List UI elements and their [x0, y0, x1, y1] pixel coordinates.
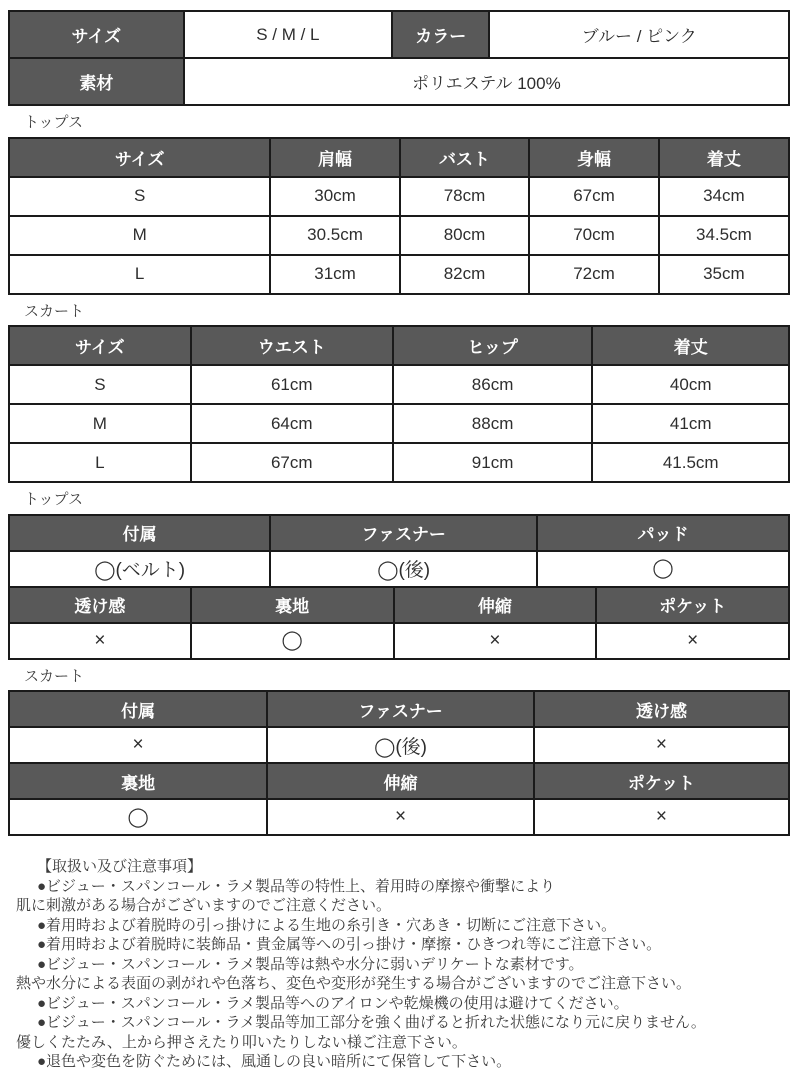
- value-cell: 86cm: [393, 365, 593, 404]
- table-row: [9, 255, 789, 294]
- table-row: [9, 177, 789, 216]
- material-label-cell: 素材: [9, 58, 184, 105]
- col-header: ポケット: [596, 587, 789, 623]
- note-line-continuation: 熱や水分による表面の剥がれや色落ち、変色や変形が発生する場合がございますのでご注意下さい。: [16, 975, 692, 992]
- tops-details-label: トップス: [24, 491, 83, 508]
- value-cell: 67cm: [191, 443, 393, 482]
- size-cell: L: [9, 255, 270, 294]
- table-row: [9, 623, 789, 659]
- feature-value-cell: ◯: [191, 623, 394, 659]
- value-cell: 41cm: [592, 404, 789, 443]
- table-header-row: [9, 587, 789, 623]
- table-row: [9, 443, 789, 482]
- size-cell: M: [9, 404, 191, 443]
- value-cell: 64cm: [191, 404, 393, 443]
- value-cell: 35cm: [659, 255, 789, 294]
- size-label-cell: サイズ: [9, 11, 184, 58]
- feature-value-cell: ×: [596, 623, 789, 659]
- col-header: パッド: [537, 515, 789, 551]
- spec-row-material: [9, 58, 789, 105]
- skirt-measurements-table: [8, 325, 790, 483]
- col-header: 裏地: [191, 587, 394, 623]
- table-row: [9, 404, 789, 443]
- note-line: ●着用時および着脱時に装飾品・貴金属等への引っ掛け・摩擦・ひきつれ等にご注意下さい。: [37, 936, 662, 953]
- table-row: [9, 727, 789, 763]
- value-cell: 34.5cm: [659, 216, 789, 255]
- feature-value-cell: ◯(後): [267, 727, 534, 763]
- note-line: ●ビジュー・スパンコール・ラメ製品等は熱や水分に弱いデリケートな素材です。: [37, 955, 584, 973]
- value-cell: 78cm: [400, 177, 529, 216]
- col-header: 付属: [9, 515, 270, 551]
- color-label-cell: カラー: [392, 11, 490, 58]
- col-header: 着丈: [592, 326, 789, 365]
- feature-value-cell: ◯: [9, 799, 267, 835]
- note-line-continuation: 肌に刺激がある場合がございますのでご注意ください。: [16, 897, 392, 914]
- value-cell: 67cm: [529, 177, 658, 216]
- value-cell: 88cm: [393, 404, 593, 443]
- value-cell: 82cm: [400, 255, 529, 294]
- col-header: ポケット: [534, 763, 789, 799]
- tops-details-table-group2: [8, 586, 790, 660]
- size-cell: L: [9, 443, 191, 482]
- table-header-row: [9, 763, 789, 799]
- value-cell: 30.5cm: [270, 216, 399, 255]
- size-cell: S: [9, 365, 191, 404]
- table-row: [9, 551, 789, 587]
- note-line-continuation: 優しくたたみ、上から押さえたり叩いたりしない様ご注意下さい。: [16, 1033, 467, 1051]
- feature-value-cell: ×: [534, 727, 789, 763]
- col-header: 付属: [9, 691, 267, 727]
- tops-details-table-group1: [8, 514, 790, 588]
- value-cell: 80cm: [400, 216, 529, 255]
- skirt-details-table: [8, 690, 790, 836]
- value-cell: 61cm: [191, 365, 393, 404]
- value-cell: 70cm: [529, 216, 658, 255]
- feature-value-cell: ◯(後): [270, 551, 537, 587]
- col-header: 透け感: [9, 587, 191, 623]
- feature-value-cell: ◯(ベルト): [9, 551, 270, 587]
- notes-title: 【取扱い及び注意事項】: [37, 858, 203, 875]
- note-line: ●着用時および着脱時の引っ掛けによる生地の糸引き・穴あき・切断にご注意下さい。: [37, 916, 617, 934]
- value-cell: 72cm: [529, 255, 658, 294]
- feature-value-cell: ×: [394, 623, 597, 659]
- handling-notes: [16, 857, 790, 1072]
- value-cell: 30cm: [270, 177, 399, 216]
- size-cell: S: [9, 177, 270, 216]
- color-value-cell: ブルー / ピンク: [489, 11, 789, 58]
- spec-row-size-color: [9, 11, 789, 58]
- col-header: 伸縮: [394, 587, 597, 623]
- col-header: サイズ: [9, 326, 191, 365]
- size-value-cell: S / M / L: [184, 11, 392, 58]
- skirt-details-label: スカート: [24, 667, 85, 685]
- value-cell: 34cm: [659, 177, 789, 216]
- note-line: ●ビジュー・スパンコール・ラメ製品等加工部分を強く曲げると折れた状態になり元に戻りません。: [37, 1014, 706, 1031]
- feature-value-cell: ◯: [537, 551, 789, 587]
- tops-measurements-table: [8, 137, 790, 295]
- col-header: 透け感: [534, 691, 789, 727]
- table-header-row: [9, 691, 789, 727]
- col-header: 肩幅: [270, 138, 399, 177]
- table-header-row: [9, 515, 789, 551]
- note-line: ●ビジュー・スパンコール・ラメ製品等へのアイロンや乾燥機の使用は避けてください。: [37, 994, 629, 1012]
- table-row: [9, 365, 789, 404]
- table-header-row: [9, 326, 789, 365]
- col-header: サイズ: [9, 138, 270, 177]
- col-header: バスト: [400, 138, 529, 177]
- skirt-measurements-label: スカート: [24, 302, 85, 320]
- feature-value-cell: ×: [9, 623, 191, 659]
- tops-measurements-label: トップス: [24, 114, 83, 131]
- value-cell: 91cm: [393, 443, 593, 482]
- col-header: 着丈: [659, 138, 789, 177]
- col-header: 伸縮: [267, 763, 534, 799]
- col-header: ウエスト: [191, 326, 393, 365]
- value-cell: 40cm: [592, 365, 789, 404]
- note-line: ●ビジュー・スパンコール・ラメ製品等の特性上、着用時の摩擦や衝撃により: [37, 877, 556, 895]
- col-header: 身幅: [529, 138, 658, 177]
- value-cell: 31cm: [270, 255, 399, 294]
- spec-table: [8, 10, 790, 106]
- table-row: [9, 799, 789, 835]
- material-value-cell: ポリエステル 100%: [184, 58, 789, 105]
- col-header: ファスナー: [267, 691, 534, 727]
- size-cell: M: [9, 216, 270, 255]
- table-header-row: [9, 138, 789, 177]
- col-header: 裏地: [9, 763, 267, 799]
- feature-value-cell: ×: [9, 727, 267, 763]
- feature-value-cell: ×: [534, 799, 789, 835]
- value-cell: 41.5cm: [592, 443, 789, 482]
- col-header: ヒップ: [393, 326, 593, 365]
- table-row: [9, 216, 789, 255]
- col-header: ファスナー: [270, 515, 537, 551]
- note-line: ●退色や変色を防ぐためには、風通しの良い暗所にて保管して下さい。: [37, 1053, 512, 1070]
- feature-value-cell: ×: [267, 799, 534, 835]
